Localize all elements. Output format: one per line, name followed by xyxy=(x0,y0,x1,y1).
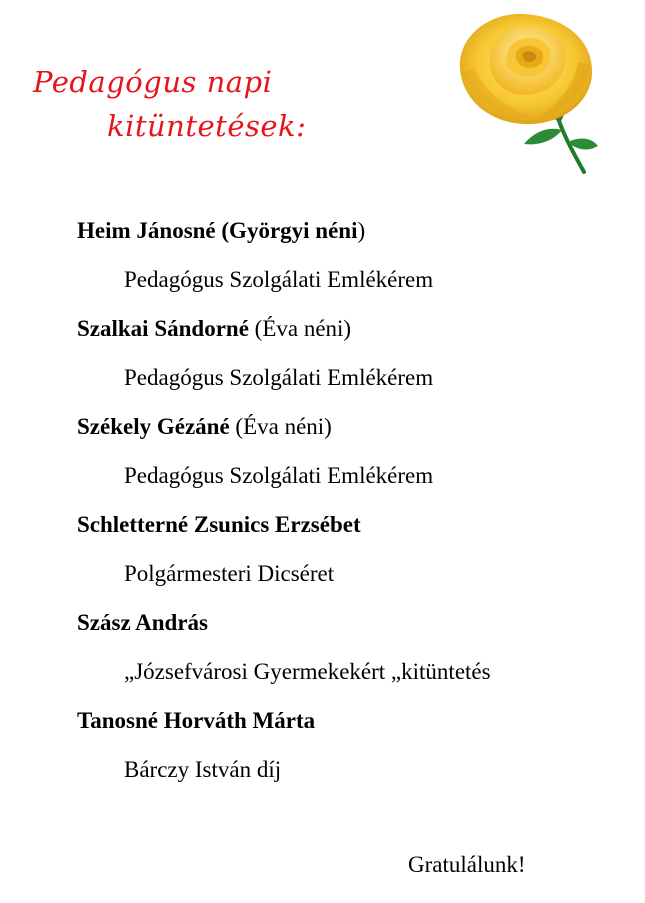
award-title: Pedagógus Szolgálati Emlékérem xyxy=(124,463,434,488)
list-item xyxy=(77,312,617,395)
yellow-rose-icon xyxy=(450,6,600,174)
list-item xyxy=(77,214,617,297)
list-item xyxy=(77,410,617,493)
award-title: Pedagógus Szolgálati Emlékérem xyxy=(124,267,434,292)
list-item xyxy=(77,606,617,689)
recipient-name: Szász András xyxy=(77,610,208,635)
closing-text: Gratulálunk! xyxy=(408,852,526,877)
award-title: „Józsefvárosi Gyermekekért „kitüntetés xyxy=(124,659,491,684)
award-title: Bárczy István díj xyxy=(124,757,282,782)
list-item xyxy=(77,508,617,591)
page-title-line-1: Pedagógus napi xyxy=(33,65,273,99)
recipient-name: Heim Jánosné (Györgyi néni) xyxy=(77,218,366,243)
award-title: Pedagógus Szolgálati Emlékérem xyxy=(124,365,434,390)
list-item xyxy=(77,704,617,787)
recipient-name: Tanosné Horváth Márta xyxy=(77,708,316,733)
recipient-name: Schletterné Zsunics Erzsébet xyxy=(77,512,361,537)
recipient-name: Szalkai Sándorné (Éva néni) xyxy=(77,316,352,341)
recipient-name: Székely Gézáné (Éva néni) xyxy=(77,414,332,439)
award-list xyxy=(77,214,617,802)
award-title: Polgármesteri Dicséret xyxy=(124,561,335,586)
page-title-line-2: kitüntetések: xyxy=(107,109,307,143)
